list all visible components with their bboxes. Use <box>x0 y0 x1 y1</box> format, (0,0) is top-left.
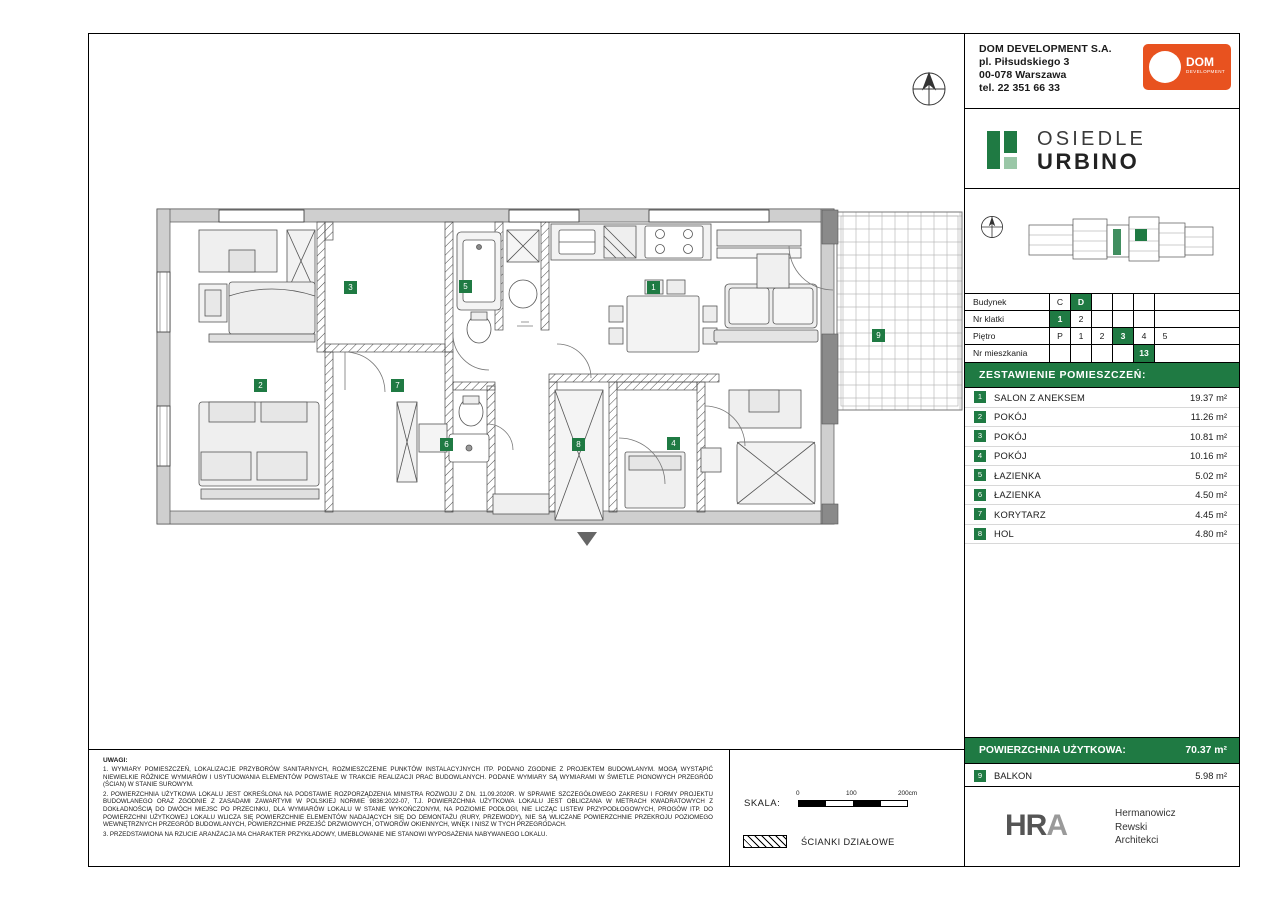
architect-line-1: Hermanowicz <box>1115 808 1176 819</box>
estate-line-1: OSIEDLE <box>1037 128 1147 150</box>
room-tag-9: 9 <box>872 329 885 342</box>
scale-label: SKALA: <box>744 798 781 809</box>
room-tag-4: 4 <box>667 437 680 450</box>
room-tag-1: 1 <box>647 281 660 294</box>
room-number: 7 <box>974 508 986 520</box>
meta-row-staircase <box>965 311 1239 328</box>
company-address-2: 00-078 Warszawa <box>979 69 1067 81</box>
room-area: 19.37 m² <box>1190 391 1227 403</box>
table-row <box>965 408 1239 428</box>
scale-tick: 200cm <box>898 790 918 797</box>
drawing-sheet <box>88 33 1240 867</box>
meta-cell: 1 <box>1070 328 1091 344</box>
meta-cell <box>1049 345 1070 362</box>
meta-cell <box>1133 311 1154 327</box>
room-tag-5: 5 <box>459 280 472 293</box>
total-label: POWIERZCHNIA UŻYTKOWA: <box>979 745 1126 756</box>
meta-cell <box>1133 294 1154 310</box>
room-area: 4.45 m² <box>1195 508 1227 520</box>
company-header <box>965 34 1239 109</box>
meta-cell: 2 <box>1091 328 1112 344</box>
room-area: 5.02 m² <box>1195 469 1227 481</box>
notes-block <box>103 757 713 840</box>
room-tag-8: 8 <box>572 438 585 451</box>
room-name: ŁAZIENKA <box>994 489 1041 501</box>
room-name: POKÓJ <box>994 430 1027 442</box>
rooms-table-title: ZESTAWIENIE POMIESZCZEŃ: <box>965 363 1239 388</box>
note-item: 3. PRZEDSTAWIONA NA RZUCIE ARANŻACJA MA CHARAKTER PRZYKŁADOWY, UMEBLOWANIE NIE STANOWI WYPOSAŻENIA NABYWANEGO LOKALU. <box>103 830 548 838</box>
entrance-marker <box>577 532 597 546</box>
room-tag-3: 3 <box>344 281 357 294</box>
note-item: 1. WYMIARY POMIESZCZEŃ, LOKALIZACJE PRZYBORÓW SANITARNYCH, ROZMIESZCZENIE PUNKTÓW INSTALACYJNYCH ITP. PODANO ZGODNIE Z PROJEKTEM BUDOWLANYM. MOGĄ WYSTĄPIĆ NIEWIELKIE RÓŻNICE WYMIARÓW I USYTUOWANIA ELEMENTÓW POWSTAŁE W TRAKCIE REALIZACJI PRAC BUDOWLANYCH. PODANE WYMIARY SĄ WYMIARAMI W ŚWIETLE PIONOWYCH PRZEGRÓD (ŚCIAN) W STANIE SUROWYM. <box>103 766 713 789</box>
room-number: 6 <box>974 489 986 501</box>
meta-cell <box>1091 311 1112 327</box>
dom-logo-text-primary: DOM <box>1186 55 1214 69</box>
key-plan <box>965 189 1239 294</box>
notes-title: UWAGI: <box>103 757 128 764</box>
north-arrow-small-icon <box>979 214 1005 240</box>
furniture-room-2 <box>199 402 319 499</box>
total-value: 70.37 m² <box>1185 745 1227 756</box>
table-row <box>965 447 1239 467</box>
balcony-area: 5.98 m² <box>1195 770 1227 781</box>
meta-label: Nr mieszkania <box>973 348 1028 358</box>
meta-cell <box>1112 311 1133 327</box>
scale-bar <box>796 790 918 807</box>
meta-cell-selected: 1 <box>1049 311 1070 327</box>
info-column <box>964 34 1239 866</box>
meta-cell: 5 <box>1154 328 1175 344</box>
meta-cell <box>1091 294 1112 310</box>
north-arrow-icon <box>913 73 945 105</box>
scale-tick: 0 <box>796 790 800 797</box>
room-name: KORYTARZ <box>994 508 1046 520</box>
table-row <box>965 466 1239 486</box>
room-tag-2: 2 <box>254 379 267 392</box>
room-area: 4.80 m² <box>1195 528 1227 540</box>
meta-cell-selected: 3 <box>1112 328 1133 344</box>
floor-plan-drawing <box>89 34 966 751</box>
estate-line-2: URBINO <box>1037 149 1140 174</box>
unit-meta-table <box>965 294 1239 363</box>
meta-label: Budynek <box>973 297 1007 307</box>
furniture-living <box>609 254 818 352</box>
meta-cell: C <box>1049 294 1070 310</box>
table-row <box>965 427 1239 447</box>
room-tag-6: 6 <box>440 438 453 451</box>
room-name: HOL <box>994 528 1014 540</box>
room-number: 5 <box>974 469 986 481</box>
room-area: 10.81 m² <box>1190 430 1227 442</box>
table-row <box>965 388 1239 408</box>
partition-wall-swatch <box>743 835 787 848</box>
dom-development-logo <box>1143 44 1231 90</box>
meta-cell: 4 <box>1133 328 1154 344</box>
furniture-room-4 <box>625 390 815 508</box>
floor-plan <box>89 34 964 749</box>
total-area-row <box>965 737 1239 764</box>
meta-cell <box>1154 294 1175 310</box>
dom-logo-text-secondary: DEVELOPMENT <box>1186 69 1226 74</box>
meta-cell <box>1154 345 1175 362</box>
room-name: SALON Z ANEKSEM <box>994 391 1086 403</box>
urbino-mark-icon <box>987 131 1025 169</box>
room-tag-7: 7 <box>391 379 404 392</box>
room-name: POKÓJ <box>994 450 1027 462</box>
company-address-1: pl. Piłsudskiego 3 <box>979 56 1070 68</box>
estate-logo <box>965 109 1239 189</box>
room-number: 1 <box>974 391 986 403</box>
architect-block <box>965 786 1239 866</box>
room-area: 10.16 m² <box>1190 450 1227 462</box>
meta-cell <box>1091 345 1112 362</box>
room-name: POKÓJ <box>994 411 1027 423</box>
balcony-row <box>965 765 1239 786</box>
meta-row-floor <box>965 328 1239 345</box>
room-number: 8 <box>974 528 986 540</box>
meta-cell <box>1070 345 1091 362</box>
meta-row-apartment <box>965 345 1239 362</box>
meta-cell-selected: 13 <box>1133 345 1154 362</box>
architect-line-2: Rewski <box>1115 821 1148 833</box>
table-row <box>965 505 1239 525</box>
scale-box <box>729 750 949 866</box>
balcony-area <box>837 212 962 410</box>
hra-logo: HRA <box>1005 809 1068 842</box>
building-key-plan <box>1027 207 1217 275</box>
company-phone: tel. 22 351 66 33 <box>979 82 1061 94</box>
meta-cell <box>1112 345 1133 362</box>
scale-tick: 100 <box>846 790 857 797</box>
note-item: 2. POWIERZCHNIA UŻYTKOWA LOKALU JEST OKREŚLONA NA PODSTAWIE ROZPORZĄDZENIA MINISTRA ROZWOJU Z DN. 11.09.2020R. W SPRAWIE SZCZEGÓŁOWEGO ZAKRESU I FORMY PROJEKTU BUDOWLANEGO ORAZ ZGODNIE Z ZASADAMI ZAWARTYMI W POLSKIEJ NORMIE 9836:2022-07, T.J. POWIERZCHNIA UŻYTKOWA LOKALU JEST OBLICZANA W METRACH KWADRATOWYCH Z DOKŁADNOŚCIĄ DO DWÓCH MIEJSC PO PRZECINKU, DLA WYMIARÓW LOKALU W STANIE WYKOŃCZONYM, NA POZIOMIE PODŁOGI, NIE LICZĄC LISTEW PRZYPODŁOGOWYCH, PROGÓW ITP. DO POWIERZCHNI UŻYTKOWEJ LOKALU WLICZA SIĘ POWIERZCHNIE ELEMENTÓW NADAJĄCYCH SIĘ DO DEMONTAŻU (RURY, PRZEWODY), NIE SĄ WLICZANE POWIERZCHNIE PRZEKROJU POZIOMEGO WEWNĘTRZNYCH PRZEGRÓD BUDOWLANYCH, POWIERZCHNIE PRZEJŚĆ DRZWIOWYCH, OTWORÓW OKIENNYCH, WNĘK I NISZ W TYCH PRZEGRODACH. <box>103 790 713 829</box>
meta-cell <box>1112 294 1133 310</box>
meta-cell: 2 <box>1070 311 1091 327</box>
room-number: 3 <box>974 430 986 442</box>
balcony-number: 9 <box>974 770 986 782</box>
company-name: DOM DEVELOPMENT S.A. <box>979 43 1112 55</box>
room-number: 4 <box>974 450 986 462</box>
room-name: ŁAZIENKA <box>994 469 1041 481</box>
meta-row-building <box>965 294 1239 311</box>
room-area: 4.50 m² <box>1195 489 1227 501</box>
room-number: 2 <box>974 411 986 423</box>
balcony-name: BALKON <box>994 770 1033 781</box>
furniture-room-3 <box>199 230 315 342</box>
meta-cell: P <box>1049 328 1070 344</box>
architect-line-3: Architekci <box>1115 835 1159 846</box>
furniture-hall <box>493 390 603 520</box>
legend-label: ŚCIANKI DZIAŁOWE <box>801 836 895 847</box>
meta-label: Piętro <box>973 331 996 341</box>
table-row <box>965 486 1239 506</box>
meta-label: Nr klatki <box>973 314 1005 324</box>
meta-cell-selected: D <box>1070 294 1091 310</box>
bottom-strip <box>89 749 964 866</box>
room-area: 11.26 m² <box>1190 411 1227 423</box>
meta-cell <box>1154 311 1175 327</box>
rooms-table <box>965 388 1239 544</box>
table-row <box>965 525 1239 545</box>
